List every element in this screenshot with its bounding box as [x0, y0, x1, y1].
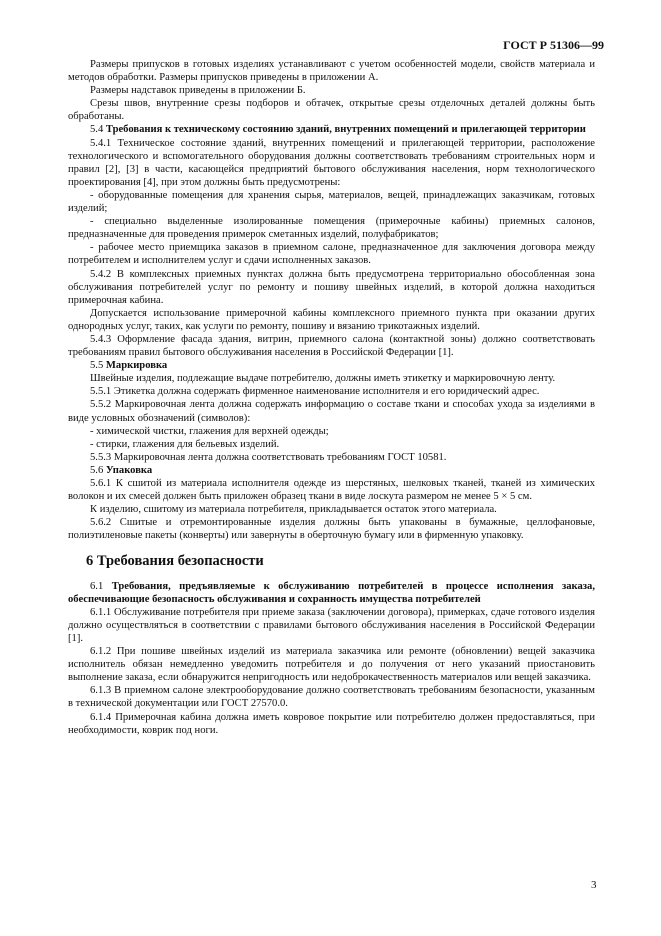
subsection-title: [68, 464, 595, 477]
subsection-title: [68, 359, 595, 372]
paragraph: 5.5.3 Маркировочная лента должна соответствовать требованиям ГОСТ 10581.: [90, 451, 447, 463]
paragraph: 5.5.2 Маркировочная лента должна содержать информацию о составе ткани и способах ухода за изделиями в виде условных обозначений (символов):: [68, 399, 595, 424]
paragraph: 5.6.1 К сшитой из материала исполнителя одежде из шерстяных, шелковых тканей, тканей из химических волокон и их смесей должен быть приложен образец ткани в виде лоскута размером не менее 5 × 5 см.: [68, 478, 595, 503]
paragraph: - стирки, глажения для бельевых изделий.: [90, 438, 280, 450]
document-code: ГОСТ Р 51306—99: [503, 38, 604, 52]
paragraph: 6.1.4 Примерочная кабина должна иметь ковровое покрытие или потребителю должен предоставляться, при необходимости, коврик под ноги.: [68, 711, 595, 736]
paragraph: Размеры припусков в готовых изделиях устанавливают с учетом особенностей модели, свойств материала и методов обработки. Размеры припусков приведены в приложении А.: [68, 59, 595, 84]
subsection-number: 5.5: [90, 360, 104, 372]
paragraph: 6.1.1 Обслуживание потребителя при приеме заказа (заключении договора), примерках, сдаче готового изделия должно осуществляться в соответствии с правилами бытового обслуживания населения в Российской Федерации [1].: [68, 606, 595, 644]
paragraph: 5.4.1 Техническое состояние зданий, внутренних помещений и прилегающей территории, расположение технологического и вспомогательного оборудования должны соответствовать требованиям строительных норм и правил [2], [3] в части, касающейся предприятий бытового обслуживания населения, норм технологического проектирования [4], при этом должны быть предусмотрены:: [68, 137, 595, 188]
subsection-number: 5.6: [90, 464, 104, 476]
paragraph: 5.6.2 Сшитые и отремонтированные изделия должны быть упакованы в бумажные, целлофановые, полиэтиленовые пакеты (конверты) или завернуты в оберточную бумагу или в фирменную упаковку.: [68, 517, 595, 542]
paragraph: 5.4.3 Оформление фасада здания, витрин, приемного салона (контактной зоны) должно соответствовать требованиям правил бытового обслуживания населения в Российской Федерации [1].: [68, 333, 595, 359]
subsection-title: [68, 123, 595, 136]
subsection-number: 6.1: [90, 580, 104, 592]
paragraph: К изделию, сшитому из материала потребителя, прикладывается остаток этого материала.: [90, 504, 497, 516]
paragraph: 6.1.3 В приемном салоне электрооборудование должно соответствовать требованиям безопасности, указанным в технической документации или ГОСТ 27570.0.: [68, 685, 595, 710]
subsection-bold-title: Маркировка: [105, 360, 168, 372]
paragraph: - специально выделенные изолированные помещения (примерочные кабины) приемных салонов, предназначенные для проведения примерок сметанных изделий, полуфабрикатов;: [68, 216, 595, 241]
paragraph: Срезы швов, внутренние срезы подборов и обтачек, открытые срезы отделочных деталей должны быть обработаны.: [68, 98, 595, 123]
subsection-bold-title: Требования к техническому состоянию зданий, внутренних помещений и прилегающей территории: [105, 124, 586, 136]
subsection-title: [68, 580, 595, 606]
paragraph: Допускается использование примерочной кабины комплексного приемного пункта при оказании других однородных услуг, таких, как услуги по ремонту, пошиву и вязанию трикотажных изделий.: [68, 307, 595, 332]
paragraph: Швейные изделия, подлежащие выдаче потребителю, должны иметь этикетку и маркировочную ленту.: [90, 373, 556, 385]
paragraph: 5.4.2 В комплексных приемных пунктах должна быть предусмотрена территориально обособленная зона обслуживания потребителей услуг по ремонту и пошиву швейных изделий, в которой должна находиться примерочная кабина.: [68, 268, 595, 306]
page-number: 3: [591, 879, 597, 891]
subsection-bold-title: Упаковка: [105, 464, 153, 476]
paragraph: 5.5.1 Этикетка должна содержать фирменное наименование исполнителя и его юридический адрес.: [90, 386, 540, 398]
paragraph: Размеры надставок приведены в приложении Б.: [90, 85, 306, 97]
paragraph: - рабочее место приемщика заказов в приемном салоне, предназначенное для заключения договора между потребителем и исполнителем услуг и сдачи исполненных заказов.: [68, 242, 595, 267]
paragraph: 6.1.2 При пошиве швейных изделий из материала заказчика или ремонте (обновлении) вещей заказчика исполнитель обязан немедленно уведомить потребителя и до получения от него указаний приостановить выполнение заказа, если обнаружится непригодность или недоброкачественность материалов или вещей заказчика.: [68, 646, 595, 684]
paragraph: - оборудованные помещения для хранения сырья, материалов, вещей, принадлежащих заказчикам, готовых изделий;: [68, 189, 595, 215]
subsection-bold-title: Требования, предъявляемые к обслуживанию потребителей в процессе исполнения заказа, обеспечивающие безопасность обслуживания и сохранность имущества потребителей: [68, 580, 595, 605]
subsection-number: 5.4: [90, 124, 104, 136]
paragraph: - химической чистки, глажения для верхней одежды;: [90, 425, 329, 437]
section-heading: 6 Требования безопасности: [86, 553, 264, 570]
document-body: [68, 58, 595, 737]
